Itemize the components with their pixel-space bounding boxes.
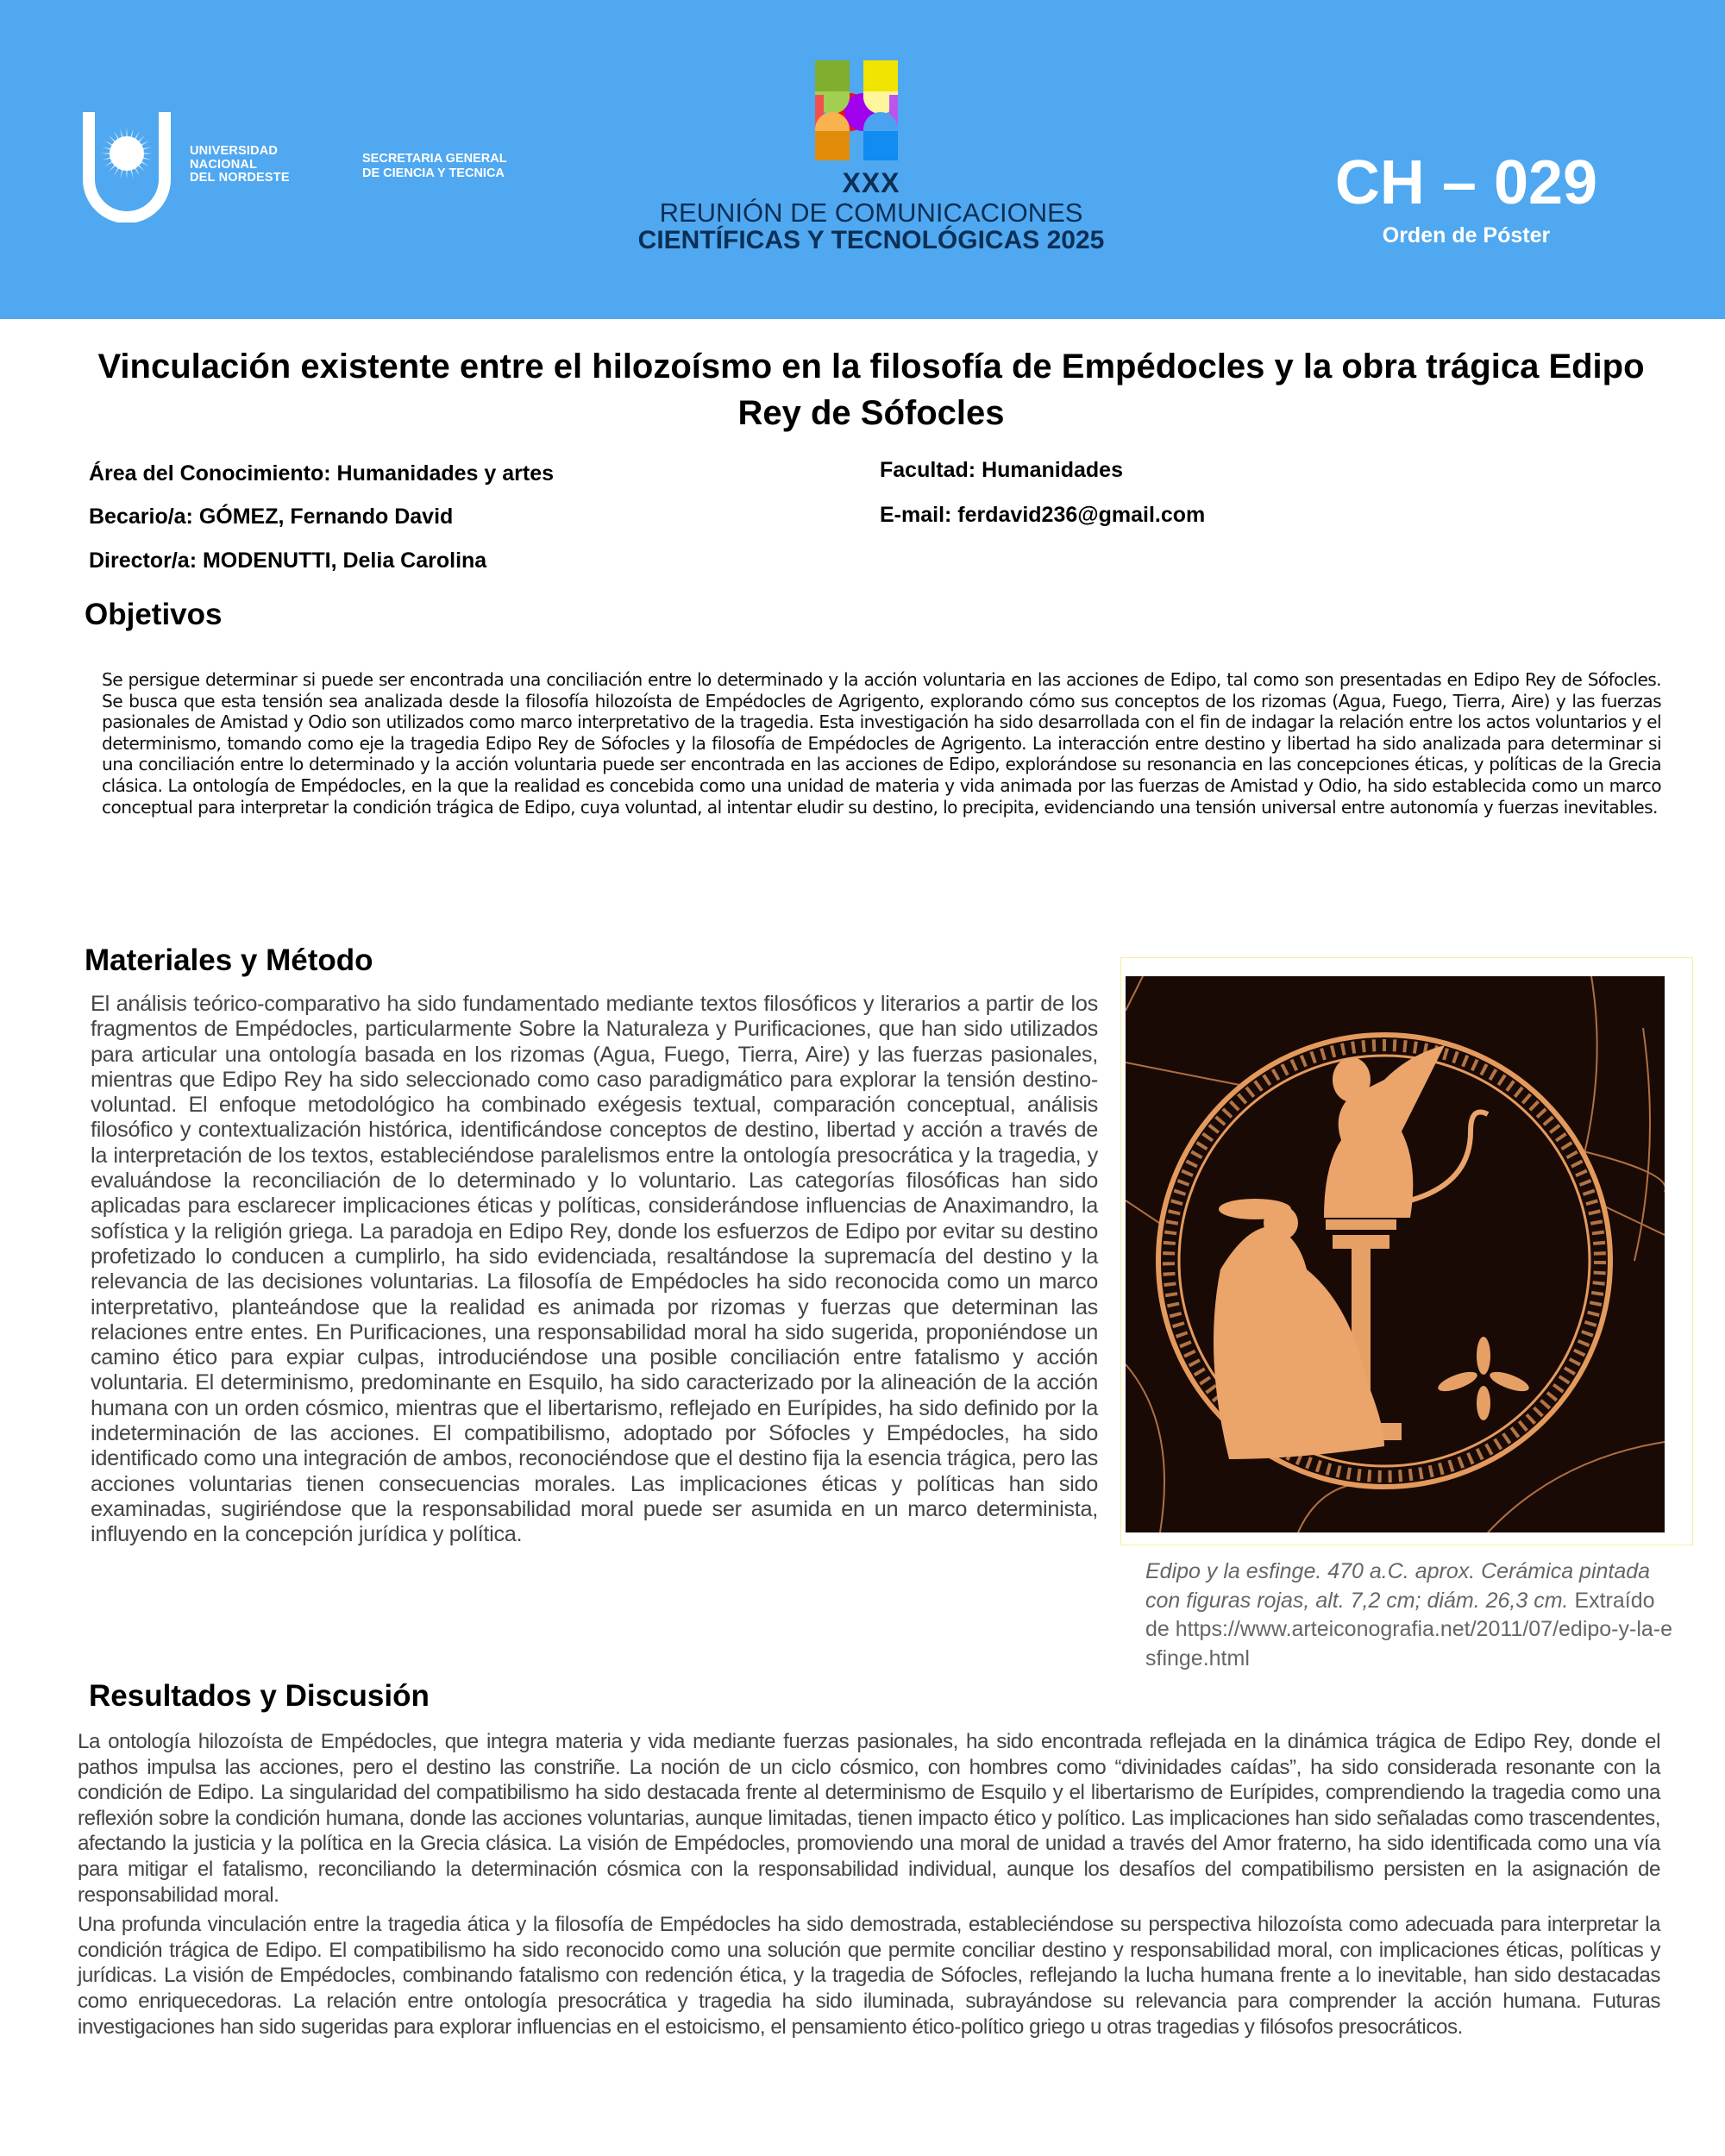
- event-colorful-logo-icon: [815, 60, 919, 160]
- meta-director: Director/a: MODENUTTI, Delia Carolina: [89, 548, 487, 573]
- event-name-line-2: CIENTÍFICAS Y TECNOLÓGICAS 2025: [637, 226, 1105, 254]
- meta-email[interactable]: E-mail: ferdavid236@gmail.com: [880, 503, 1206, 527]
- poster-header: [0, 0, 1725, 319]
- secretaria-name: [362, 152, 507, 181]
- section-heading-materiales: Materiales y Método: [85, 943, 373, 977]
- event-edition: XXX: [842, 167, 900, 198]
- meta-becario: Becario/a: GÓMEZ, Fernando David: [89, 505, 454, 529]
- objetivos-text: Se persigue determinar si puede ser encontrada una conciliación entre lo determinado y la acción voluntaria en las acciones de Edipo, tal como son presentadas en Edipo Rey de Sófocles. Se busca que esta tensión sea analizada desde la filosofía hilozoísta de Empédocles de Agrigento, explorando cómo sus conceptos de los rizomas (Agua, Fuego, Tierra, Aire) y las fuerzas pasionales de Amistad y Odio son utilizados como marco interpretativo de la tragedia. Esta investigación ha sido desarrollada con el fin de indagar la relación entre los actos voluntarios y el determinismo, tomando como eje la tragedia Edipo Rey de Sófocles y la filosofía de Empédocles de Agrigento. La interacción entre destino y libertad ha sido analizada para determinar si una conciliación entre lo determinado y la acción voluntaria puede ser encontrada en las acciones de Edipo, explorándose su resonancia en las concepciones éticas, y políticas de la Grecia clásica. La ontología de Empédocles, en la que la realidad es concebida como una unidad de materia y vida animada por las fuerzas de Amistad y Odio, ha sido establecida como un marco conceptual para interpretar la condición trágica de Edipo, cuya voluntad, al intentar eludir su destino, lo precipita, evidenciando una tensión universal entre autonomía y fuerzas inevitables.: [102, 669, 1661, 818]
- resultados-paragraph-1: La ontología hilozoísta de Empédocles, que integra materia y vida mediante fuerzas pasionales, ha sido encontrada reflejada en la dinámica trágica de Edipo Rey, donde el pathos impulsa las acciones, pero el destino las constriñe. La noción de un ciclo cósmico, con hombres como “divinidades caídas”, ha sido considerada resonante con la condición de Edipo. La singularidad del compatibilismo ha sido destacada frente al determinismo de Esquilo y el libertarismo de Eurípides, comprendiendo la tragedia como una reflexión sobre la condición humana, donde las acciones voluntarias, aunque limitadas, tienen impacto ético y político. Las implicaciones han sido señaladas como trascendentes, afectando la justicia y la política en la Grecia clásica. La visión de Empédocles, promoviendo una moral de unidad a través del Amor fraterno, ha sido identificada como una vía para mitigar el fatalismo, reconciliando la determinación cósmica con la responsabilidad individual, aunque los desafíos del compatibilismo persisten en la asignación de responsabilidad moral.: [78, 1730, 1660, 1907]
- event-name-line-1: REUNIÓN DE COMUNICACIONES: [659, 197, 1083, 228]
- caption-source-label: Extraído de: [1145, 1588, 1655, 1641]
- caption-source-url[interactable]: https://www.arteiconografia.net/2011/07/edipo-y-la-esfinge.html: [1145, 1617, 1673, 1670]
- meta-facultad: Facultad: Humanidades: [880, 458, 1123, 482]
- figure-caption: [1145, 1557, 1680, 1673]
- materiales-text: El análisis teórico-comparativo ha sido fundamentado mediante textos filosóficos y literarios a partir de los fragmentos de Empédocles, particularmente Sobre la Naturaleza y Purificaciones, que han sido utilizados para articular una ontología basada en los rizomas (Agua, Fuego, Tierra, Aire) y las fuerzas pasionales, mientras que Edipo Rey ha sido seleccionado como caso paradigmático para explorar la tensión destino-voluntad. El enfoque metodológico ha combinado exégesis textual, comparación conceptual, análisis filosófico y contextualización histórica, identificándose conceptos de destino, libertad y acción a través de la interpretación de los textos, estableciéndose paralelismos entre la ontología presocrática y la tragedia, y evaluándose la reconciliación de lo determinado y lo voluntario. Las categorías filosóficas han sido aplicadas para esclarecer implicaciones éticas y políticas, considerándose influencias de Anaximandro, la sofística y la religión griega. La paradoja en Edipo Rey, donde los esfuerzos de Edipo por evitar su destino profetizado lo conducen a cumplirlo, ha sido evidenciada, resaltándose la supremacía del destino y la relevancia de las decisiones voluntarias. La filosofía de Empédocles ha sido reconocida como un marco interpretativo, planteándose que la realidad es animada por rizomas y fuerzas que determinan las relaciones entre entes. En Purificaciones, una responsabilidad moral ha sido sugerida, proponiéndose un camino ético para expiar culpas, introduciéndose una posible conciliación entre fatalismo y acción voluntaria. El determinismo, predominante en Esquilo, ha sido caracterizado por la alineación de la acción humana con un orden cósmico, mientras que el libertarismo, reflejado en Eurípides, ha sido definido por la indeterminación de las acciones. El compatibilismo, adoptado por Sófocles y Empédocles, ha sido identificado como una integración de ambos, reconociéndose que el destino fija la esencia trágica, pero las acciones voluntarias tienen consecuencias morales. Las implicaciones éticas y políticas han sido examinadas, sugiriéndose que la responsabilidad moral puede ser asumida en un marco determinista, influyendo en la concepción jurídica y política.: [91, 992, 1098, 1547]
- resultados-paragraph-2: Una profunda vinculación entre la tragedia ática y la filosofía de Empédocles ha sido demostrada, estableciéndose su perspectiva hilozoísta como adecuada para interpretar la condición trágica de Edipo. El compatibilismo ha sido reconocido como una solución que permite conciliar destino y responsabilidad moral, con implicaciones éticas, políticas y jurídicas. La visión de Empédocles, combinando fatalismo con redención ética, y la tragedia de Sófocles, reflejando la lucha humana frente a lo inevitable, han sido destacadas como enriquecedoras. La relación entre ontología presocrática y tragedia ha sido iluminada, subrayándose su relevancia para comprender la acción humana. Futuras investigaciones han sido sugeridas para explorar influencias en el estoicismo, el pensamiento ético-político griego u otras tragedias y filósofos presocráticos.: [78, 1913, 1660, 2039]
- caption-description: Edipo y la esfinge. 470 a.C. aprox. Cerámica pintada con figuras rojas, alt. 7,2 cm; diám. 26,3 cm.: [1145, 1559, 1651, 1613]
- section-heading-resultados: Resultados y Discusión: [89, 1679, 430, 1713]
- university-line-1: UNIVERSIDAD: [190, 144, 279, 158]
- poster-title: Vinculación existente entre el hilozoísmo en la filosofía de Empédocles y la obra trágica Edipo Rey de Sófocles: [97, 348, 1645, 432]
- secretaria-line-1: SECRETARIA GENERAL: [362, 152, 507, 166]
- unne-sun-logo-icon: [79, 110, 174, 222]
- meta-area: Área del Conocimiento: Humanidades y artes: [89, 461, 555, 486]
- university-name: [190, 145, 290, 185]
- university-line-2: NACIONAL: [190, 157, 258, 172]
- poster-code-label: Orden de Póster: [1382, 223, 1551, 248]
- red-figure-kylix-oedipus-sphinx-image: [1126, 976, 1665, 1532]
- resultados-text: [78, 1729, 1660, 2044]
- university-line-3: DEL NORDESTE: [190, 171, 290, 185]
- secretaria-line-2: DE CIENCIA Y TECNICA: [362, 166, 505, 180]
- poster-code: CH – 029: [1334, 148, 1598, 217]
- section-heading-objetivos: Objetivos: [85, 598, 223, 631]
